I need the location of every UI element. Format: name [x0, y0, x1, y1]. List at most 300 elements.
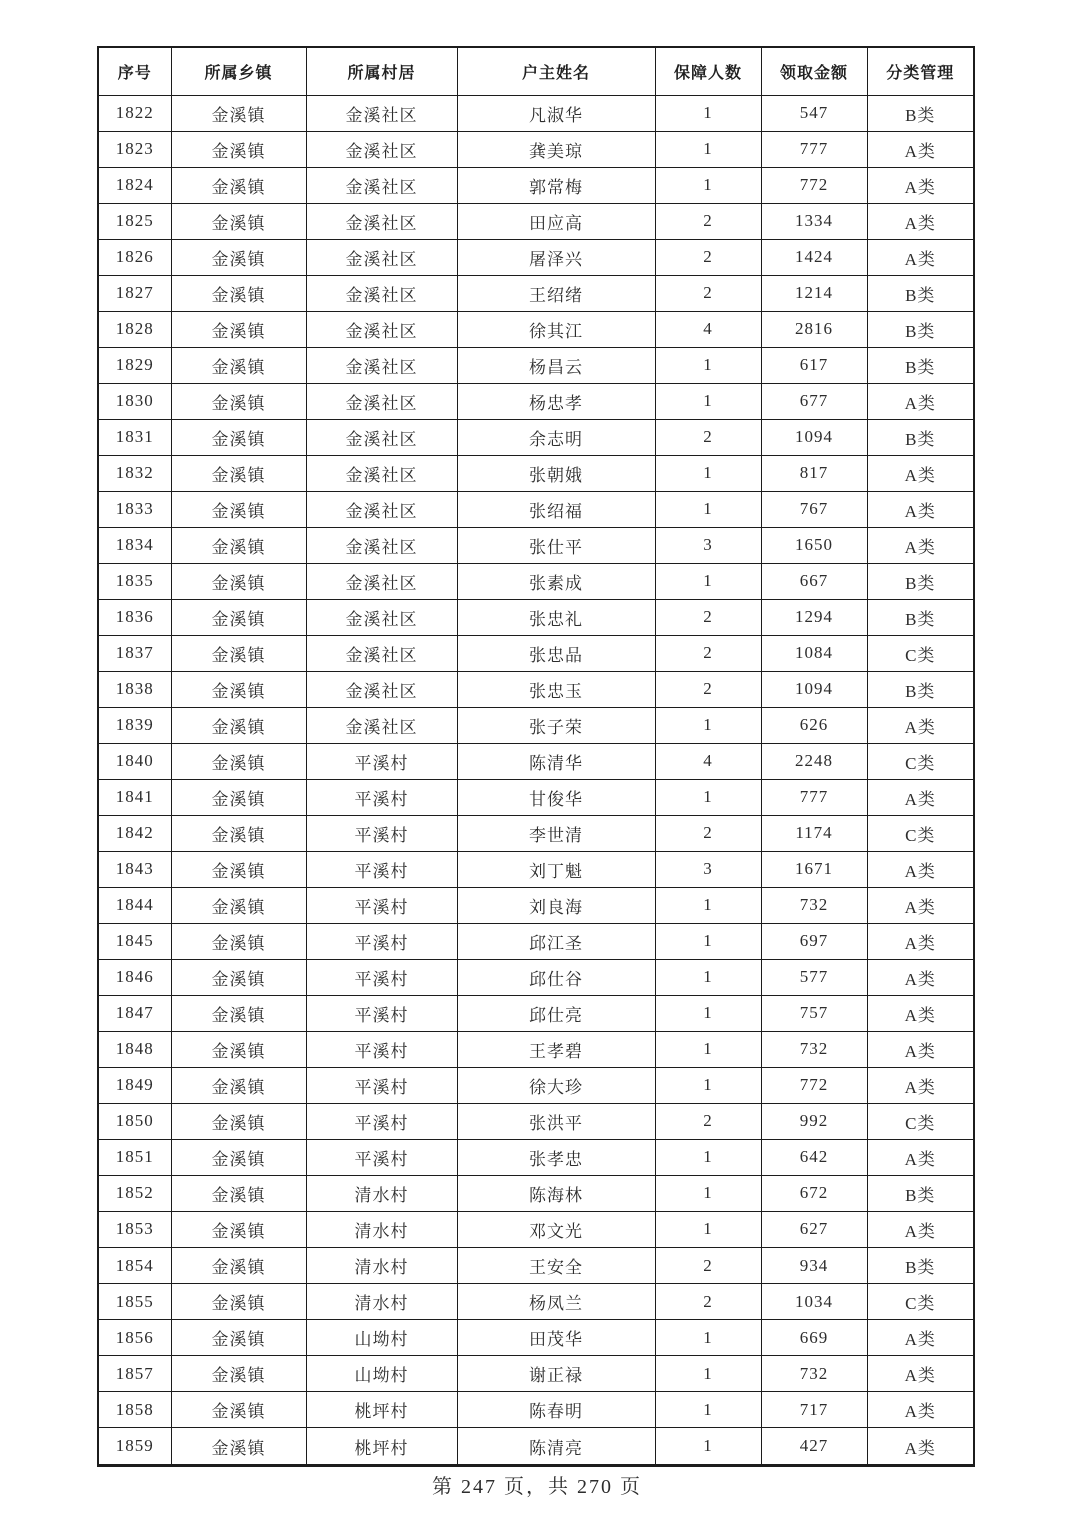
table-cell: 金溪镇 — [171, 599, 306, 635]
table-cell: 1084 — [761, 635, 867, 671]
table-cell: 清水村 — [306, 1248, 457, 1284]
table-cell: 1841 — [98, 779, 171, 815]
table-cell: 772 — [761, 167, 867, 203]
table-cell: 平溪村 — [306, 959, 457, 995]
table-cell: A类 — [867, 851, 974, 887]
table-cell: A类 — [867, 167, 974, 203]
table-row — [98, 1103, 974, 1139]
table-cell: 龚美琼 — [457, 131, 655, 167]
table-row — [98, 635, 974, 671]
table-cell: 1839 — [98, 707, 171, 743]
table-cell: 刘良海 — [457, 887, 655, 923]
table-row — [98, 347, 974, 383]
table-row — [98, 1392, 974, 1428]
table-row — [98, 1284, 974, 1320]
table-cell: 1 — [655, 1356, 761, 1392]
table-cell: 金溪社区 — [306, 419, 457, 455]
table-cell: 1094 — [761, 419, 867, 455]
table-cell: 547 — [761, 95, 867, 131]
table-cell: 杨昌云 — [457, 347, 655, 383]
table-cell: 1424 — [761, 239, 867, 275]
table-cell: 1835 — [98, 563, 171, 599]
table-cell: 1832 — [98, 455, 171, 491]
table-cell: 1831 — [98, 419, 171, 455]
table-cell: 1 — [655, 1031, 761, 1067]
table-cell: 4 — [655, 311, 761, 347]
table-cell: 2 — [655, 1248, 761, 1284]
table-cell: 2248 — [761, 743, 867, 779]
table-cell: 1857 — [98, 1356, 171, 1392]
table-cell: 2 — [655, 203, 761, 239]
table-row — [98, 1248, 974, 1284]
table-cell: 2 — [655, 1103, 761, 1139]
table-cell: 1859 — [98, 1428, 171, 1466]
table-cell: 平溪村 — [306, 1139, 457, 1175]
table-cell: 1 — [655, 1067, 761, 1103]
table-cell: 金溪镇 — [171, 347, 306, 383]
table-cell: 平溪村 — [306, 1103, 457, 1139]
page-footer — [0, 1470, 1074, 1499]
table-cell: 1844 — [98, 887, 171, 923]
table-cell: 金溪镇 — [171, 923, 306, 959]
table-cell: 张素成 — [457, 563, 655, 599]
table-row — [98, 1211, 974, 1247]
table-cell: B类 — [867, 347, 974, 383]
table-cell: 金溪镇 — [171, 1103, 306, 1139]
table-cell: A类 — [867, 1320, 974, 1356]
table-cell: 1846 — [98, 959, 171, 995]
table-cell: 1836 — [98, 599, 171, 635]
table-cell: 甘俊华 — [457, 779, 655, 815]
table-cell: 1 — [655, 131, 761, 167]
table-cell: 金溪镇 — [171, 851, 306, 887]
table-cell: 2816 — [761, 311, 867, 347]
table-cell: 金溪镇 — [171, 239, 306, 275]
table-cell: 1 — [655, 1392, 761, 1428]
table-cell: 金溪镇 — [171, 779, 306, 815]
table-cell: 平溪村 — [306, 1031, 457, 1067]
table-row — [98, 203, 974, 239]
table-cell: 张洪平 — [457, 1103, 655, 1139]
table-cell: 2 — [655, 1284, 761, 1320]
table-cell: 1838 — [98, 671, 171, 707]
table-cell: 金溪镇 — [171, 1320, 306, 1356]
table-cell: 1826 — [98, 239, 171, 275]
table-cell: 1 — [655, 491, 761, 527]
table-cell: 717 — [761, 1392, 867, 1428]
table-cell: 金溪社区 — [306, 671, 457, 707]
table-cell: 桃坪村 — [306, 1392, 457, 1428]
table-cell: 1855 — [98, 1284, 171, 1320]
column-header: 序号 — [98, 47, 171, 95]
table-cell: 1 — [655, 455, 761, 491]
table-row — [98, 167, 974, 203]
table-row — [98, 815, 974, 851]
table-row — [98, 887, 974, 923]
table-body — [98, 95, 974, 1466]
table-cell: 谢正禄 — [457, 1356, 655, 1392]
table-row — [98, 743, 974, 779]
table-cell: 2 — [655, 275, 761, 311]
table-row — [98, 995, 974, 1031]
table-cell: A类 — [867, 1031, 974, 1067]
table-cell: 金溪镇 — [171, 1139, 306, 1175]
column-header: 分类管理 — [867, 47, 974, 95]
table-cell: 金溪镇 — [171, 95, 306, 131]
table-cell: B类 — [867, 419, 974, 455]
table-cell: 陈海林 — [457, 1175, 655, 1211]
table-cell: 669 — [761, 1320, 867, 1356]
table-cell: 427 — [761, 1428, 867, 1466]
table-cell: 杨忠孝 — [457, 383, 655, 419]
table-cell: 金溪镇 — [171, 671, 306, 707]
table-row — [98, 1428, 974, 1466]
table-cell: 1834 — [98, 527, 171, 563]
table-cell: B类 — [867, 275, 974, 311]
table-cell: 金溪社区 — [306, 599, 457, 635]
table-cell: 1858 — [98, 1392, 171, 1428]
table-cell: 平溪村 — [306, 779, 457, 815]
table-cell: A类 — [867, 995, 974, 1031]
table-cell: B类 — [867, 311, 974, 347]
table-cell: 金溪社区 — [306, 275, 457, 311]
table-row — [98, 491, 974, 527]
column-header: 所属村居 — [306, 47, 457, 95]
table-cell: 王孝碧 — [457, 1031, 655, 1067]
table-cell: 1094 — [761, 671, 867, 707]
column-header: 户主姓名 — [457, 47, 655, 95]
table-cell: 金溪社区 — [306, 347, 457, 383]
table-cell: 1854 — [98, 1248, 171, 1284]
table-cell: A类 — [867, 1392, 974, 1428]
table-row — [98, 707, 974, 743]
table-cell: 金溪镇 — [171, 383, 306, 419]
table-cell: 2 — [655, 671, 761, 707]
table-cell: 金溪镇 — [171, 131, 306, 167]
table-cell: 992 — [761, 1103, 867, 1139]
table-cell: B类 — [867, 95, 974, 131]
table-cell: 2 — [655, 815, 761, 851]
table-cell: 张绍福 — [457, 491, 655, 527]
table-row — [98, 1031, 974, 1067]
table-cell: 金溪镇 — [171, 1284, 306, 1320]
table-cell: 金溪镇 — [171, 887, 306, 923]
table-cell: 金溪社区 — [306, 527, 457, 563]
table-row — [98, 95, 974, 131]
table-cell: 617 — [761, 347, 867, 383]
table-cell: 577 — [761, 959, 867, 995]
table-cell: 刘丁魁 — [457, 851, 655, 887]
table-cell: 金溪社区 — [306, 707, 457, 743]
table-cell: 清水村 — [306, 1175, 457, 1211]
table-cell: 757 — [761, 995, 867, 1031]
table-row — [98, 1175, 974, 1211]
table-cell: A类 — [867, 383, 974, 419]
table-row — [98, 779, 974, 815]
table-cell: 1 — [655, 959, 761, 995]
table-cell: 1824 — [98, 167, 171, 203]
table-cell: 732 — [761, 1356, 867, 1392]
table-cell: 1848 — [98, 1031, 171, 1067]
table-cell: 金溪镇 — [171, 815, 306, 851]
table-cell: 1 — [655, 1320, 761, 1356]
table-cell: 4 — [655, 743, 761, 779]
page-indicator: 第 247 页，共 270 页 — [432, 1476, 642, 1498]
table-cell: 1 — [655, 347, 761, 383]
table-cell: 陈清亮 — [457, 1428, 655, 1466]
table-cell: 金溪镇 — [171, 311, 306, 347]
table-cell: 2 — [655, 239, 761, 275]
table-cell: 1 — [655, 1428, 761, 1466]
table-cell: 张朝娥 — [457, 455, 655, 491]
table-cell: 金溪镇 — [171, 1211, 306, 1247]
table-cell: A类 — [867, 1428, 974, 1466]
table-row — [98, 1067, 974, 1103]
table-cell: 697 — [761, 923, 867, 959]
table-cell: 张忠品 — [457, 635, 655, 671]
table-cell: 1 — [655, 167, 761, 203]
table-cell: 1034 — [761, 1284, 867, 1320]
table-cell: 金溪镇 — [171, 1392, 306, 1428]
table-row — [98, 959, 974, 995]
table-cell: 张仕平 — [457, 527, 655, 563]
table-cell: 平溪村 — [306, 743, 457, 779]
table-row — [98, 455, 974, 491]
table-cell: 1830 — [98, 383, 171, 419]
table-cell: 金溪镇 — [171, 419, 306, 455]
table-cell: C类 — [867, 1103, 974, 1139]
table-cell: 1822 — [98, 95, 171, 131]
table-cell: 1845 — [98, 923, 171, 959]
table-cell: 金溪社区 — [306, 455, 457, 491]
table-cell: 1849 — [98, 1067, 171, 1103]
table-row — [98, 563, 974, 599]
table-cell: 1852 — [98, 1175, 171, 1211]
table-cell: 金溪镇 — [171, 455, 306, 491]
table-cell: 平溪村 — [306, 887, 457, 923]
table-cell: B类 — [867, 599, 974, 635]
table-cell: 1 — [655, 1139, 761, 1175]
table-cell: 余志明 — [457, 419, 655, 455]
table-header-row — [98, 47, 974, 95]
table-cell: 1847 — [98, 995, 171, 1031]
table-cell: 1334 — [761, 203, 867, 239]
table-row — [98, 311, 974, 347]
table-cell: 1851 — [98, 1139, 171, 1175]
table-cell: A类 — [867, 779, 974, 815]
table-cell: 李世清 — [457, 815, 655, 851]
table-cell: 金溪社区 — [306, 635, 457, 671]
table-cell: 642 — [761, 1139, 867, 1175]
table-cell: 王绍绪 — [457, 275, 655, 311]
table-cell: 邱仕亮 — [457, 995, 655, 1031]
table-cell: 3 — [655, 527, 761, 563]
table-cell: 金溪镇 — [171, 1067, 306, 1103]
table-cell: 邱仕谷 — [457, 959, 655, 995]
table-cell: 金溪社区 — [306, 491, 457, 527]
table-cell: 1856 — [98, 1320, 171, 1356]
table-cell: 1828 — [98, 311, 171, 347]
table-cell: 627 — [761, 1211, 867, 1247]
table-cell: A类 — [867, 1356, 974, 1392]
column-header: 所属乡镇 — [171, 47, 306, 95]
table-cell: 金溪社区 — [306, 131, 457, 167]
table-row — [98, 131, 974, 167]
table-cell: 张孝忠 — [457, 1139, 655, 1175]
table-row — [98, 383, 974, 419]
table-cell: 1850 — [98, 1103, 171, 1139]
table-cell: 清水村 — [306, 1211, 457, 1247]
table-cell: A类 — [867, 527, 974, 563]
table-cell: 934 — [761, 1248, 867, 1284]
table-cell: 平溪村 — [306, 851, 457, 887]
table-cell: 2 — [655, 419, 761, 455]
table-cell: B类 — [867, 671, 974, 707]
table-cell: 1 — [655, 1175, 761, 1211]
table-cell: 凡淑华 — [457, 95, 655, 131]
table-cell: 1214 — [761, 275, 867, 311]
table-cell: A类 — [867, 131, 974, 167]
table-cell: 张忠礼 — [457, 599, 655, 635]
table-header — [98, 47, 974, 95]
column-header: 保障人数 — [655, 47, 761, 95]
table-cell: 1671 — [761, 851, 867, 887]
table-cell: 626 — [761, 707, 867, 743]
table-cell: 平溪村 — [306, 923, 457, 959]
table-cell: 1829 — [98, 347, 171, 383]
table-cell: 777 — [761, 131, 867, 167]
table-cell: 金溪镇 — [171, 1248, 306, 1284]
table-cell: 1853 — [98, 1211, 171, 1247]
table-cell: A类 — [867, 959, 974, 995]
table-cell: 田茂华 — [457, 1320, 655, 1356]
table-cell: B类 — [867, 1175, 974, 1211]
table-cell: 金溪社区 — [306, 563, 457, 599]
table-cell: 1825 — [98, 203, 171, 239]
table-cell: 1 — [655, 995, 761, 1031]
table-cell: 郭常梅 — [457, 167, 655, 203]
table-row — [98, 1139, 974, 1175]
table-cell: 1843 — [98, 851, 171, 887]
table-cell: 金溪镇 — [171, 167, 306, 203]
table-cell: C类 — [867, 743, 974, 779]
table-cell: C类 — [867, 635, 974, 671]
table-row — [98, 239, 974, 275]
table-cell: 667 — [761, 563, 867, 599]
table-cell: 王安全 — [457, 1248, 655, 1284]
table-cell: 徐大珍 — [457, 1067, 655, 1103]
table-cell: 1 — [655, 779, 761, 815]
table-cell: 田应高 — [457, 203, 655, 239]
table-cell: 1 — [655, 563, 761, 599]
table-cell: 772 — [761, 1067, 867, 1103]
table-cell: 金溪镇 — [171, 527, 306, 563]
table-cell: 777 — [761, 779, 867, 815]
table-row — [98, 599, 974, 635]
table-cell: A类 — [867, 1139, 974, 1175]
table-cell: 杨凤兰 — [457, 1284, 655, 1320]
table-cell: 金溪镇 — [171, 203, 306, 239]
table-cell: A类 — [867, 707, 974, 743]
table-row — [98, 275, 974, 311]
table-cell: 1 — [655, 383, 761, 419]
table-row — [98, 851, 974, 887]
table-cell: 金溪镇 — [171, 1031, 306, 1067]
table-cell: 1174 — [761, 815, 867, 851]
table-cell: 金溪镇 — [171, 707, 306, 743]
subsidy-roster-table — [97, 46, 975, 1467]
table-cell: 1833 — [98, 491, 171, 527]
table-cell: A类 — [867, 491, 974, 527]
table-cell: C类 — [867, 815, 974, 851]
table-cell: 金溪镇 — [171, 491, 306, 527]
table-cell: 732 — [761, 887, 867, 923]
table-cell: 金溪社区 — [306, 383, 457, 419]
table-cell: 金溪社区 — [306, 203, 457, 239]
table-cell: 1837 — [98, 635, 171, 671]
table-cell: 金溪镇 — [171, 959, 306, 995]
table-cell: 817 — [761, 455, 867, 491]
table-cell: 金溪社区 — [306, 95, 457, 131]
table-cell: 邓文光 — [457, 1211, 655, 1247]
table-cell: 张忠玉 — [457, 671, 655, 707]
table-cell: 1 — [655, 95, 761, 131]
table-cell: 徐其江 — [457, 311, 655, 347]
table-cell: 陈清华 — [457, 743, 655, 779]
table-cell: A类 — [867, 239, 974, 275]
table-cell: 清水村 — [306, 1284, 457, 1320]
table-cell: 677 — [761, 383, 867, 419]
table-cell: 金溪镇 — [171, 1428, 306, 1466]
table-cell: 732 — [761, 1031, 867, 1067]
table-cell: 1842 — [98, 815, 171, 851]
table-cell: 1 — [655, 923, 761, 959]
table-cell: 平溪村 — [306, 815, 457, 851]
table-cell: 2 — [655, 599, 761, 635]
table-cell: 张子荣 — [457, 707, 655, 743]
table-cell: 金溪镇 — [171, 995, 306, 1031]
table-row — [98, 923, 974, 959]
table-row — [98, 671, 974, 707]
table-row — [98, 419, 974, 455]
column-header: 领取金额 — [761, 47, 867, 95]
table-cell: 屠泽兴 — [457, 239, 655, 275]
table-cell: 山坳村 — [306, 1356, 457, 1392]
table-cell: 邱江圣 — [457, 923, 655, 959]
table-cell: 金溪镇 — [171, 1356, 306, 1392]
table-cell: 金溪镇 — [171, 635, 306, 671]
table-cell: 金溪镇 — [171, 743, 306, 779]
table-cell: 1827 — [98, 275, 171, 311]
table-cell: 金溪镇 — [171, 275, 306, 311]
table-cell: 金溪社区 — [306, 167, 457, 203]
table-cell: 金溪镇 — [171, 563, 306, 599]
table-cell: 1840 — [98, 743, 171, 779]
table-cell: 1 — [655, 707, 761, 743]
table-cell: C类 — [867, 1284, 974, 1320]
table-row — [98, 1320, 974, 1356]
table-cell: 767 — [761, 491, 867, 527]
table-cell: 金溪镇 — [171, 1175, 306, 1211]
table-cell: 1 — [655, 1211, 761, 1247]
table-cell: A类 — [867, 1067, 974, 1103]
table-cell: A类 — [867, 923, 974, 959]
table-cell: 1 — [655, 887, 761, 923]
table-cell: 平溪村 — [306, 1067, 457, 1103]
table-cell: 1650 — [761, 527, 867, 563]
table-cell: 1823 — [98, 131, 171, 167]
table-cell: 金溪社区 — [306, 311, 457, 347]
